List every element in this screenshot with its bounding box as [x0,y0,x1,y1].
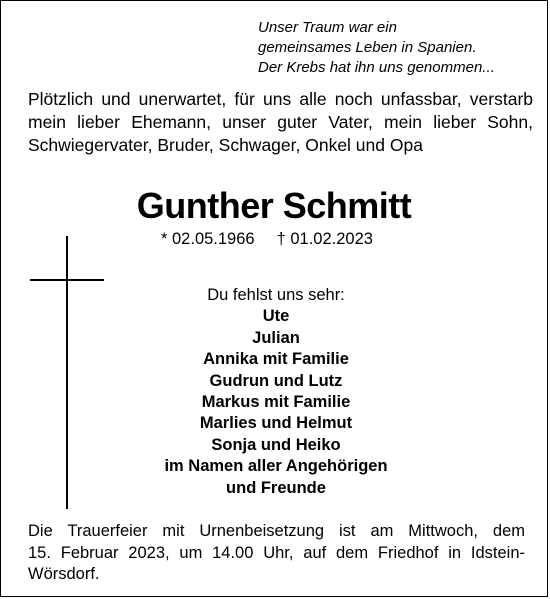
cross-icon-horizontal-bar [30,279,104,281]
birth-date: * 02.05.1966 [161,230,255,248]
life-dates [161,228,411,250]
deceased-name: Gunther Schmitt [136,185,412,226]
mourners-list [131,285,421,499]
mourner-name: im Namen aller Angehörigen [164,457,388,476]
motto-quote [258,18,538,78]
death-date: † 01.02.2023 [276,230,373,248]
mourner-name: Ute [262,307,290,326]
mourners-lead: Du fehlst uns sehr: [207,286,345,304]
mourner-name: Annika mit Familie [203,350,349,369]
service-line-2: 15. Februar 2023, um 14.00 Uhr, auf dem Friedhof in Idstein- [28,543,525,562]
mourner-name: und Freunde [226,478,326,497]
mourner-name: Julian [252,328,300,347]
funeral-service-info [28,521,525,586]
intro-text [28,88,533,157]
cross-icon-vertical-bar [66,236,68,509]
mourner-name: Markus mit Familie [201,393,351,412]
motto-line-2: gemeinsames Leben in Spanien. [258,39,477,56]
mourner-name: Gudrun und Lutz [209,371,343,390]
service-line-3: Wörsdorf. [28,565,100,583]
service-line-1: Die Trauerfeier mit Urnenbeisetzung ist am Mittwoch, dem [28,522,525,540]
intro-line-2: mein lieber Ehemann, unser guter Vater, mein lieber Sohn, [28,112,533,132]
motto-line-3: Der Krebs hat ihn uns genommen... [258,59,495,76]
mourner-name: Marlies und Helmut [199,414,353,433]
intro-line-1: Plötzlich und unerwartet, für uns alle noch unfassbar, verstarb [28,89,533,109]
mourner-name: Sonja und Heiko [211,435,341,454]
intro-line-3: Schwiegervater, Bruder, Schwager, Onkel und Opa [28,135,423,155]
motto-line-1: Unser Traum war ein [258,19,397,36]
